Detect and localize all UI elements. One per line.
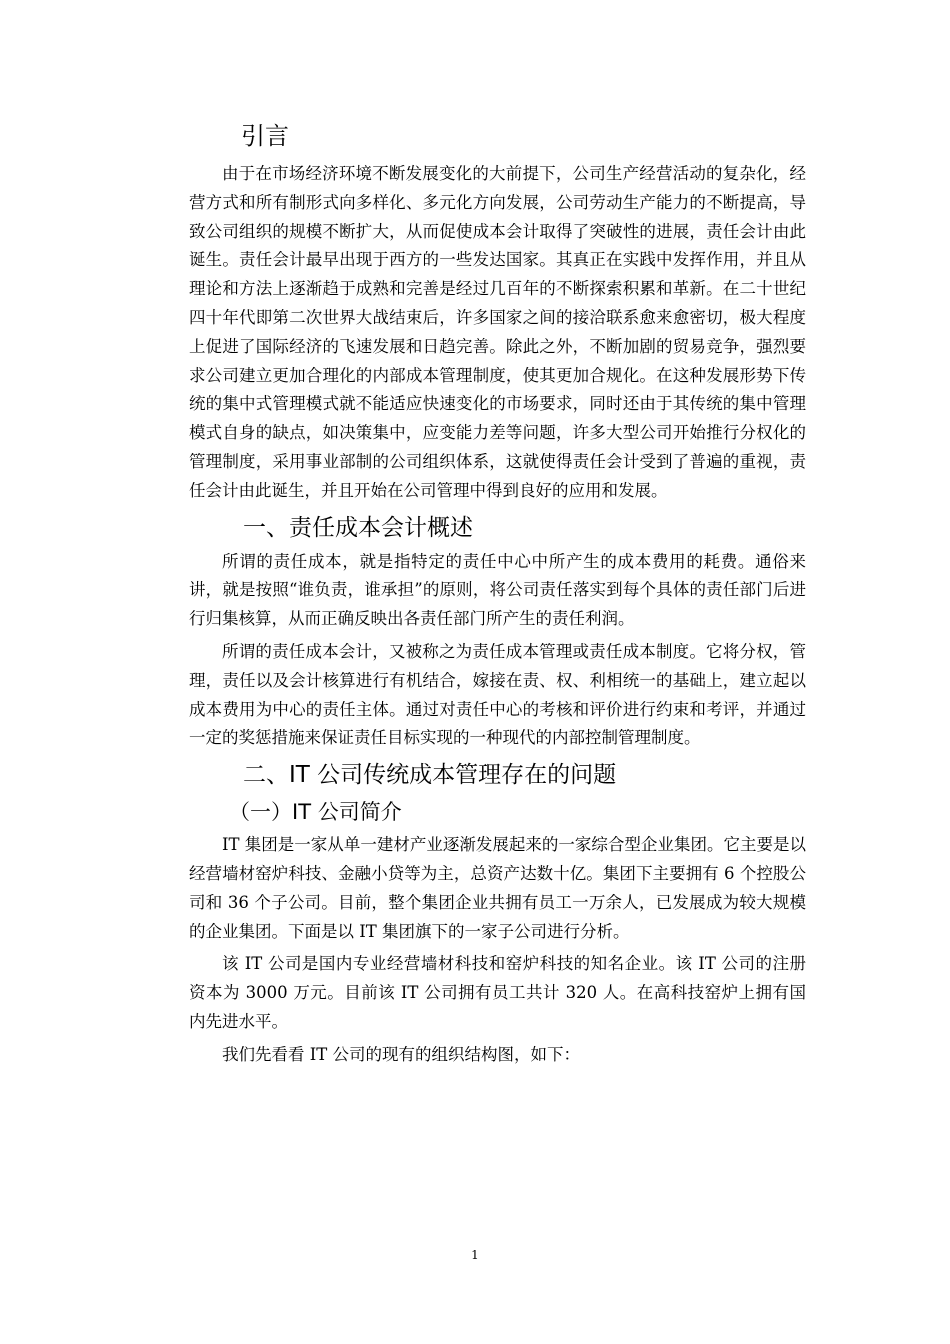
section1-paragraph-2: 所谓的责任成本会计，又被称之为责任成本管理或责任成本制度。它将分权，管理，责任以及会计核算进行有机结合，嫁接在责、权、利相统一的基础上，建立起以成本费用为中心的责任主体。通过对责任中心的考核和评价进行约束和考评，并通过一定的奖惩措施来保证责任目标实现的一种现代的内部控制管理制度。 [189,641,806,748]
intro-paragraph: 由于在市场经济环境不断发展变化的大前提下，公司生产经营活动的复杂化，经营方式和所有制形式向多样化、多元化方向发展，公司劳动生产能力的不断提高，导致公司组织的规模不断扩大，从而促使成本会计取得了突破性的进展，责任会计由此诞生。责任会计最早出现于西方的一些发达国家。其真正在实践中发挥作用，并且从理论和方法上逐渐趋于成熟和完善是经过几百年的不断探索积累和革新。在二十世纪四十年代即第二次世界大战结束后，许多国家之间的接洽联系愈来愈密切，极大程度上促进了国际经济的飞速发展和日趋完善。除此之外，不断加剧的贸易竞争，强烈要求公司建立更加合理化的内部成本管理制度，使其更加合规化。在这种发展形势下传统的集中式管理模式就不能适应快速变化的市场要求，同时还由于其传统的集中管理模式自身的缺点，如决策集中，应变能力差等问题，许多大型公司开始推行分权化的管理制度，采用事业部制的公司组织体系，这就使得责任会计受到了普遍的重视，责任会计由此诞生，并且开始在公司管理中得到良好的应用和发展。 [189,164,806,500]
section2-subsection1-paragraph-3: 我们先看看 IT 公司的现有的组织结构图，如下： [222,1044,581,1064]
section2-subsection1-paragraph-2: 该 IT 公司是国内专业经营墙材科技和窑炉科技的知名企业。该 IT 公司的注册资本为 3000 万元。目前该 IT 公司拥有员工共计 320 人。在高科技窑炉上拥有国内先进水平。 [189,954,806,1031]
section2-heading: 二、IT 公司传统成本管理存在的问题 [243,762,617,789]
document-body [189,118,806,1074]
section1-heading: 一、责任成本会计概述 [243,514,473,541]
section2-subsection1-heading: （一）IT 公司简介 [229,800,402,825]
section2-subsection1-paragraph-1: IT 集团是一家从单一建材产业逐渐发展起来的一家综合型企业集团。它主要是以经营墙材窑炉科技、金融小贷等为主，总资产达数十亿。集团下主要拥有 6 个控股公司和 36 个子公司。目前，整个集团企业共拥有员工一万余人，已发展成为较大规模的企业集团。下面是以 IT 集团旗下的一家子公司进行分析。 [189,835,806,941]
section1-paragraph-1: 所谓的责任成本，就是指特定的责任中心中所产生的成本费用的耗费。通俗来讲，就是按照“谁负责，谁承担”的原则，将公司责任落实到每个具体的责任部门后进行归集核算，从而正确反映出各责任部门所产生的责任利润。 [189,551,806,629]
intro-heading: 引言 [241,122,289,150]
page-number: 1 [471,1248,479,1262]
